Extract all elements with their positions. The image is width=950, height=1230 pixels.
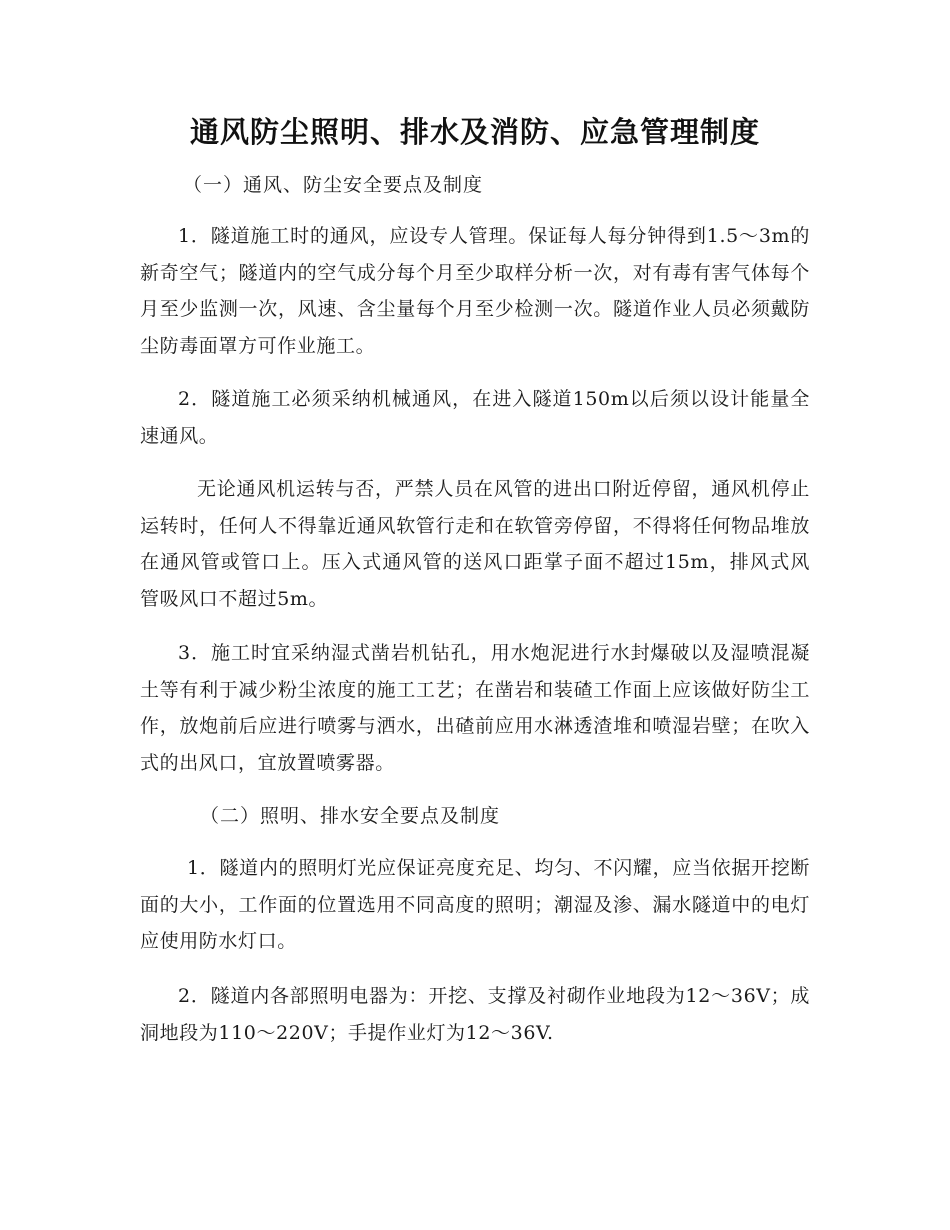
paragraph-ventilation-4: 3．施工时宜采纳湿式凿岩机钻孔，用水炮泥进行水封爆破以及湿喷混凝土等有利于减少粉尘浓度的施工工艺；在凿岩和装碴工作面上应该做好防尘工作，放炮前后应进行喷雾与洒水，出碴前应用水淋透渣堆和喷湿岩壁；在吹入式的出风口，宜放置喷雾器。 xyxy=(140,642,810,774)
paragraph-ventilation-2: 2．隧道施工必须采纳机械通风，在进入隧道150m以后须以设计能量全速通风。 xyxy=(140,388,810,447)
paragraph-ventilation-3: 无论通风机运转与否，严禁人员在风管的进出口附近停留，通风机停止运转时，任何人不得靠近通风软管行走和在软管旁停留，不得将任何物品堆放在通风管或管口上。压入式通风管的送风口距掌子面不超过15m，排风式风管吸风口不超过5m。 xyxy=(140,478,810,610)
document-title: 通风防尘照明、排水及消防、应急管理制度 xyxy=(189,115,760,149)
section-heading-ventilation: （一）通风、防尘安全要点及制度 xyxy=(183,174,484,196)
paragraph-lighting-2: 2．隧道内各部照明电器为：开挖、支撑及衬砌作业地段为12～36V；成洞地段为110～220V；手提作业灯为12～36V. xyxy=(140,985,810,1044)
paragraph-ventilation-1: 1．隧道施工时的通风，应设专人管理。保证每人每分钟得到1.5～3m的新奇空气；隧道内的空气成分每个月至少取样分析一次，对有毒有害气体每个月至少监测一次，风速、含尘量每个月至少检测一次。隧道作业人员必须戴防尘防毒面罩方可作业施工。 xyxy=(140,225,810,357)
paragraph-lighting-1: 1．隧道内的照明灯光应保证亮度充足、均匀、不闪耀，应当依据开挖断面的大小，工作面的位置选用不同高度的照明；潮湿及渗、漏水隧道中的电灯应使用防水灯口。 xyxy=(140,857,810,952)
section-heading-lighting: （二）照明、排水安全要点及制度 xyxy=(200,805,501,827)
